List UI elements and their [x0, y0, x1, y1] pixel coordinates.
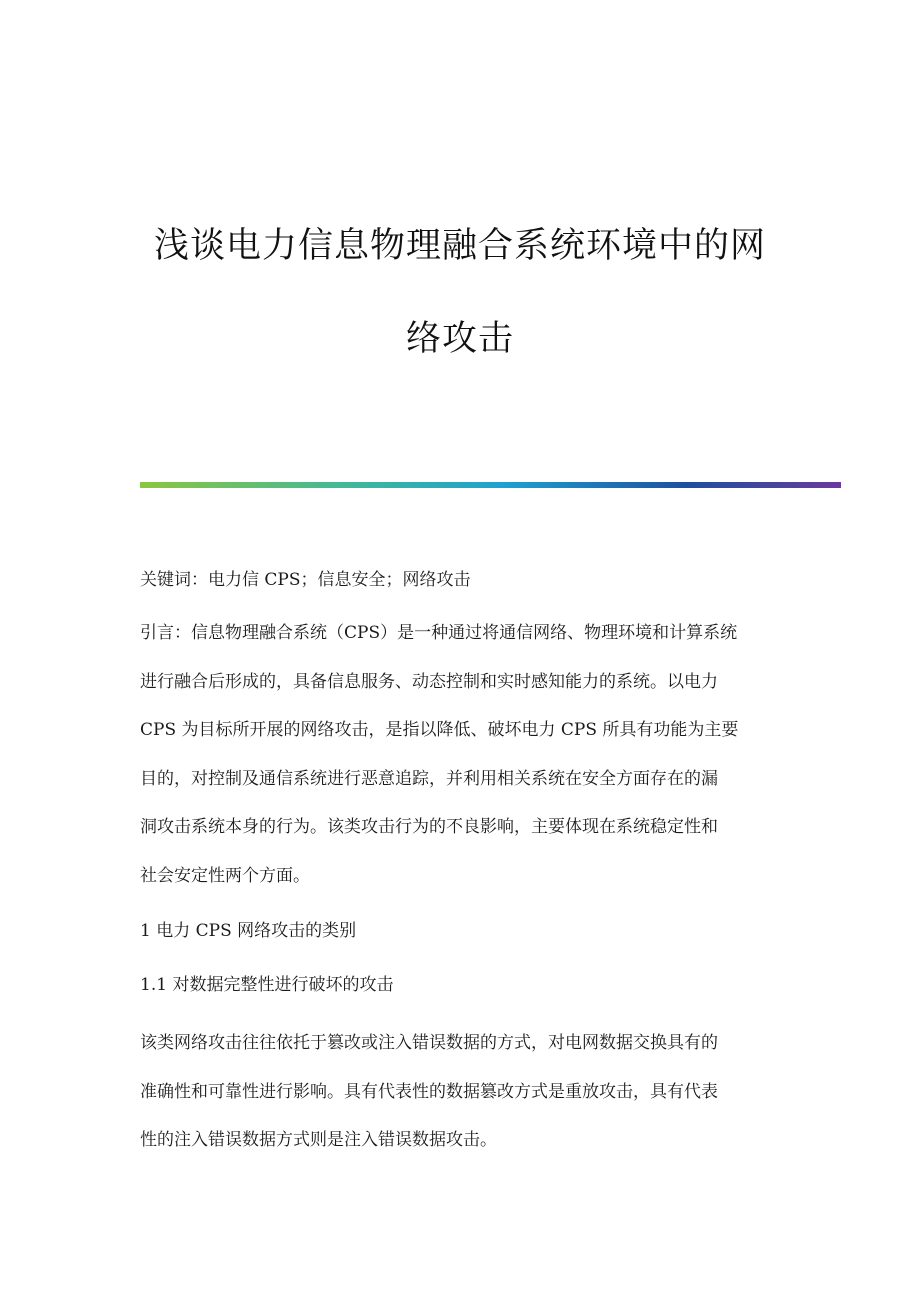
section-heading-1: [140, 907, 790, 956]
gradient-divider: [140, 482, 841, 488]
section-heading-1-1-text: 1.1 对数据完整性进行破坏的攻击: [140, 975, 394, 995]
intro-line: 洞攻击系统本身的行为。该类攻击行为的不良影响，主要体现在系统稳定性和: [140, 817, 718, 837]
intro-line: 目的，对控制及通信系统进行恶意追踪，并利用相关系统在安全方面存在的漏: [140, 768, 718, 789]
intro-line: CPS 为目标所开展的网络攻击，是指以降低、破坏电力 CPS 所具有功能为主要: [140, 720, 739, 740]
keywords-line: [140, 556, 790, 605]
paragraph-line: 准确性和可靠性进行影响。具有代表性的数据篡改方式是重放攻击，具有代表: [140, 1081, 718, 1102]
intro-paragraph: [140, 609, 790, 900]
section-heading-1-text: 1 电力 CPS 网络攻击的类别: [140, 921, 357, 941]
intro-line: 引言：信息物理融合系统（CPS）是一种通过将通信网络、物理环境和计算系统: [140, 623, 738, 643]
title-line-1: 浅谈电力信息物理融合系统环境中的网: [153, 226, 766, 266]
paragraph-line: 性的注入错误数据方式则是注入错误数据攻击。: [140, 1130, 497, 1150]
intro-line: 进行融合后形成的，具备信息服务、动态控制和实时感知能力的系统。以电力: [140, 671, 718, 692]
title-line-2: 络攻击: [405, 319, 514, 359]
section-heading-1-1: [140, 961, 790, 1010]
intro-line: 社会安定性两个方面。: [140, 865, 310, 886]
paragraph-line: 该类网络攻击往往依托于篡改或注入错误数据的方式，对电网数据交换具有的: [140, 1033, 718, 1053]
keywords-text: 关键词：电力信 CPS；信息安全；网络攻击: [140, 570, 471, 590]
section-paragraph: [140, 1019, 790, 1165]
